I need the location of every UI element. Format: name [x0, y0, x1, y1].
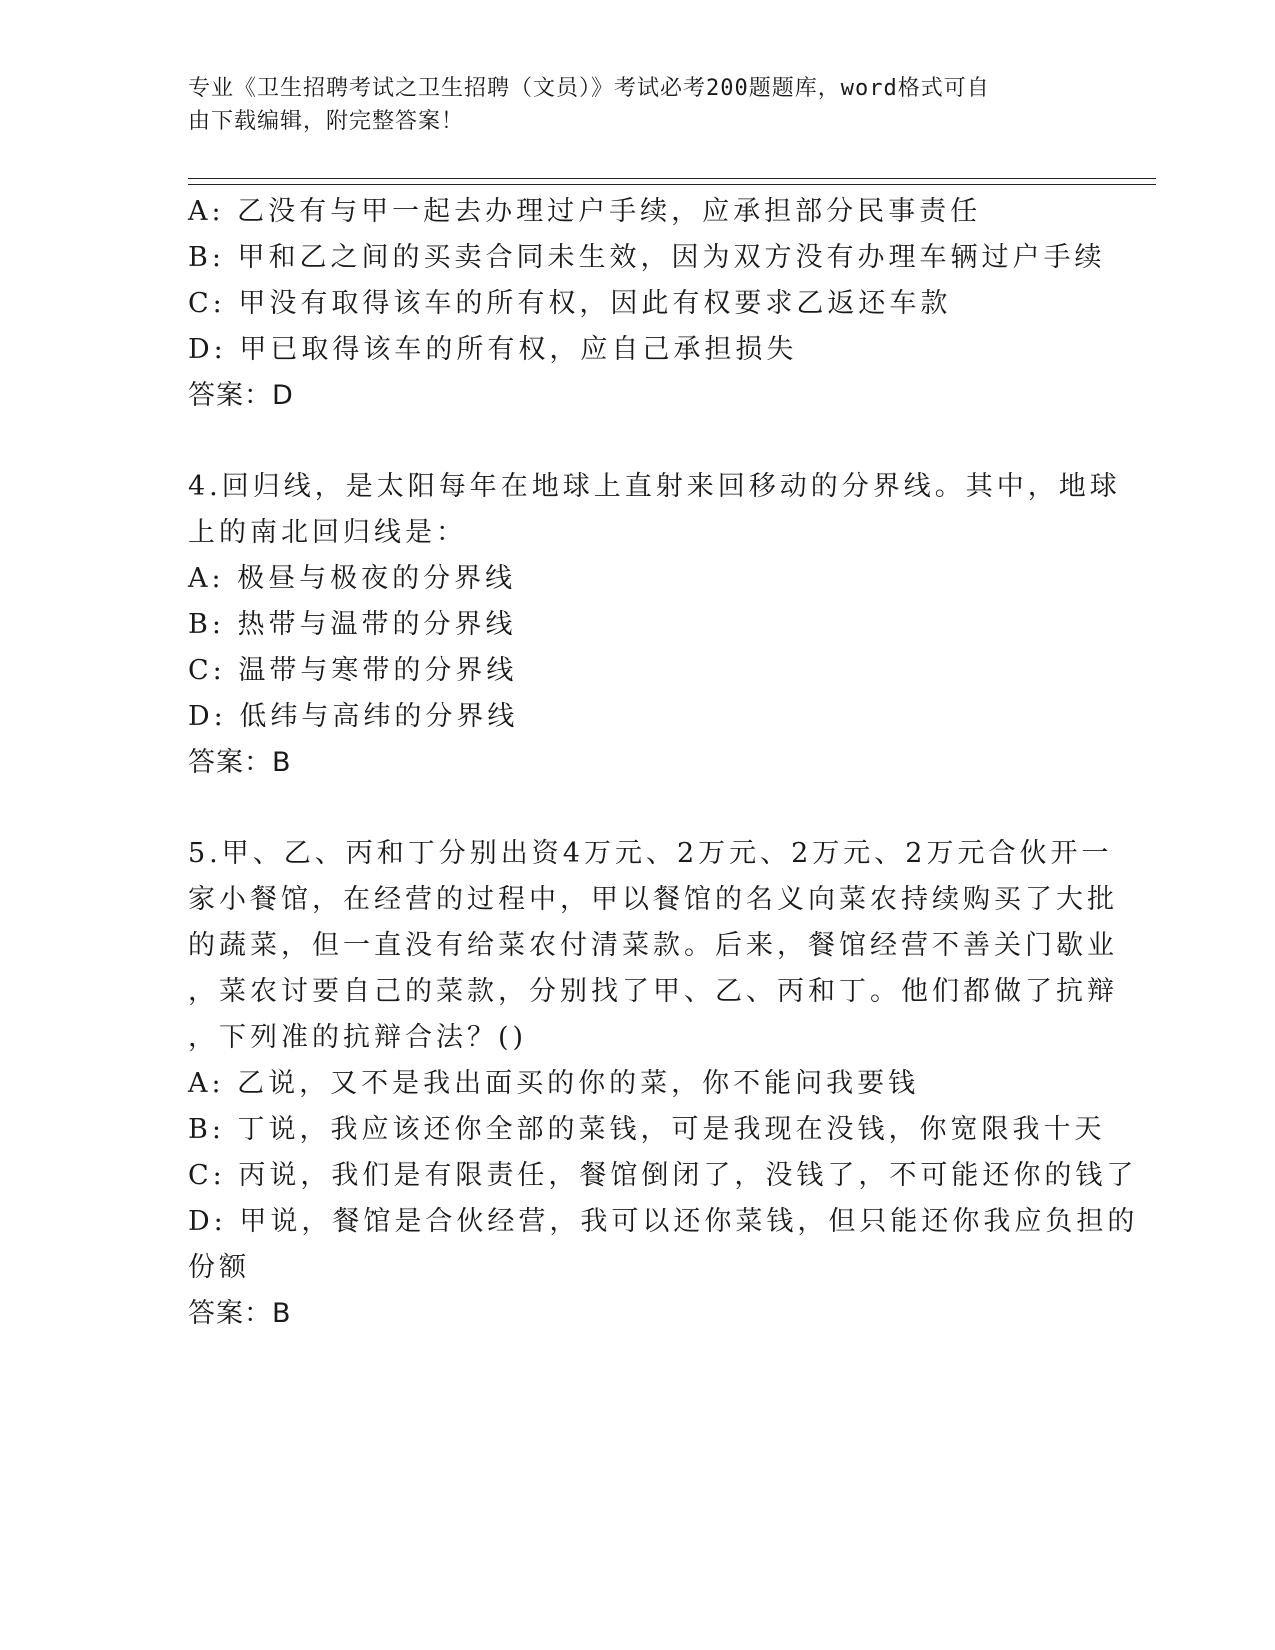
q5-option-d-line-2: 份额	[188, 1252, 250, 1283]
spacer	[188, 786, 1088, 831]
question-3-block	[188, 189, 1106, 419]
q5-option-d-line-1: D: 甲说，餐馆是合伙经营，我可以还你菜钱，但只能还你我应负担的	[188, 1206, 1139, 1237]
question-4-block	[188, 464, 1121, 786]
q3-option-c: C: 甲没有取得该车的所有权，因此有权要求乙返还车款	[188, 288, 952, 319]
header-divider-bottom	[188, 184, 1156, 185]
header-divider-top	[188, 178, 1156, 179]
question-content	[188, 189, 1139, 1337]
q5-stem-line-1: 5.甲、乙、丙和丁分别出资4万元、2万元、2万元、2万元合伙开一	[188, 838, 1113, 869]
q3-answer: 答案：D	[188, 380, 294, 411]
q5-option-c: C: 丙说，我们是有限责任，餐馆倒闭了，没钱了，不可能还你的钱了	[188, 1160, 1138, 1191]
q3-option-a: A: 乙没有与甲一起去办理过户手续，应承担部分民事责任	[188, 196, 982, 227]
q3-option-d: D: 甲已取得该车的所有权，应自己承担损失	[188, 334, 798, 365]
q4-option-c: C: 温带与寒带的分界线	[188, 655, 518, 686]
q5-stem-line-4: ，菜农讨要自己的菜款，分别找了甲、乙、丙和丁。他们都做了抗辩	[188, 976, 1118, 1007]
document-header	[188, 72, 1088, 138]
q3-option-b: B: 甲和乙之间的买卖合同未生效，因为双方没有办理车辆过户手续	[188, 242, 1106, 273]
q4-answer: 答案：B	[188, 747, 292, 778]
question-5-block	[188, 831, 1139, 1337]
q5-option-b: B: 丁说，我应该还你全部的菜钱，可是我现在没钱，你宽限我十天	[188, 1114, 1106, 1145]
header-line-2: 由下载编辑，附完整答案！	[188, 109, 465, 134]
q5-stem-line-3: 的蔬菜，但一直没有给菜农付清菜款。后来，餐馆经营不善关门歇业	[188, 930, 1118, 961]
q4-stem-line-1: 4.回归线，是太阳每年在地球上直射来回移动的分界线。其中，地球	[188, 471, 1121, 502]
header-line-1: 专业《卫生招聘考试之卫生招聘（文员）》考试必考200题题库，word格式可自	[188, 76, 990, 101]
q5-stem-line-5: ，下列准的抗辩合法？()	[188, 1022, 528, 1053]
q4-option-b: B: 热带与温带的分界线	[188, 609, 517, 640]
q4-option-d: D: 低纬与高纬的分界线	[188, 701, 519, 732]
spacer	[188, 419, 1088, 464]
q4-option-a: A: 极昼与极夜的分界线	[188, 563, 517, 594]
q5-answer: 答案：B	[188, 1298, 292, 1329]
q5-option-a: A: 乙说，又不是我出面买的你的菜，你不能问我要钱	[188, 1068, 920, 1099]
q5-stem-line-2: 家小餐馆，在经营的过程中，甲以餐馆的名义向菜农持续购买了大批	[188, 884, 1118, 915]
q4-stem-line-2: 上的南北回归线是：	[188, 517, 467, 548]
